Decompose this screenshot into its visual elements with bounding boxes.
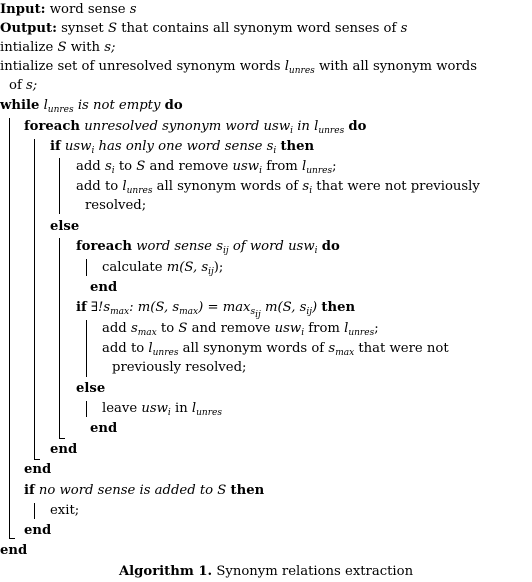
init-2-cont: of xyxy=(9,78,22,93)
algorithm-caption xyxy=(0,562,532,582)
add-3-l: $l_{unres}$ xyxy=(344,321,375,338)
leave-line xyxy=(102,399,222,419)
output-line xyxy=(0,19,407,39)
add-3-c: and remove xyxy=(191,321,271,336)
add-1-usw: usw$_i$ xyxy=(232,159,262,176)
calculate-expr-end: ); xyxy=(213,260,224,275)
if-1-then-keyword: then xyxy=(280,139,315,154)
init-1-end: s; xyxy=(104,40,116,55)
while-block-bar xyxy=(9,118,10,538)
if-1-line xyxy=(50,137,314,157)
if-1-s: $s_i$ xyxy=(266,139,277,156)
foreach-1-in: in xyxy=(297,119,310,134)
add-2-b: all synonym words of xyxy=(156,179,299,194)
add-1-line xyxy=(76,157,337,177)
if-3-text: no word sense is added to S xyxy=(38,483,227,498)
if-1-var: usw$_i$ xyxy=(64,139,95,156)
add-1-b: to xyxy=(118,159,133,174)
else-1-line xyxy=(50,217,79,237)
add-1-s: $s_i$ xyxy=(104,159,115,176)
add-4-c: that were not xyxy=(358,341,449,356)
else-2-keyword: else xyxy=(76,381,106,396)
foreach-1-var: $l_{unres}$ xyxy=(314,119,345,136)
foreach-2-do-keyword: do xyxy=(321,239,340,254)
add-3-s: $s_{max}$ xyxy=(130,321,157,338)
while-do-keyword: do xyxy=(164,98,183,113)
add-3-d: from xyxy=(308,321,340,336)
caption-text: Synonym relations extraction xyxy=(216,564,414,579)
add-4-line xyxy=(102,339,449,359)
while-keyword: while xyxy=(0,98,40,113)
if-2-line xyxy=(76,298,355,318)
foreach-1-end-keyword: end xyxy=(24,462,52,477)
output-text-2: that contains all synonym word senses of xyxy=(121,21,397,36)
foreach-2-end-keyword: end xyxy=(90,280,118,295)
output-var-1: S xyxy=(107,21,117,36)
foreach-2-block-bar xyxy=(86,259,87,276)
caption-label: Algorithm 1. xyxy=(118,564,213,579)
else-2-block-bar xyxy=(86,401,87,417)
add-3-S: S xyxy=(178,321,188,336)
calculate-text: calculate xyxy=(102,260,163,275)
leave-l: $l_{unres}$ xyxy=(191,401,222,418)
add-1-a: add xyxy=(76,159,101,174)
if-3-then-keyword: then xyxy=(230,483,265,498)
add-1-l: $l_{unres}$ xyxy=(302,159,333,176)
add-3-end: ; xyxy=(374,321,379,336)
add-4-b: all synonym words of xyxy=(182,341,325,356)
init-line-2 xyxy=(0,57,477,77)
else-2-line xyxy=(76,379,105,399)
if-2-keyword: if xyxy=(76,300,87,315)
if-3-end-line xyxy=(24,521,51,541)
foreach-2-of: of word xyxy=(232,239,284,254)
if-3-keyword: if xyxy=(24,483,35,498)
init-line-2-cont xyxy=(9,76,37,96)
foreach-1-end-line xyxy=(24,460,51,480)
add-2-s: $s_i$ xyxy=(302,179,313,196)
leave-a: leave xyxy=(102,401,138,416)
if-3-line xyxy=(24,481,264,501)
init-2-var: $l_{unres}$ xyxy=(284,59,315,76)
if-3-block-bar xyxy=(34,503,35,519)
add-3-a: add xyxy=(102,321,127,336)
foreach-1-keyword: foreach xyxy=(24,119,80,134)
init-2-text: intialize set of unresolved synonym words xyxy=(0,59,281,74)
while-line xyxy=(0,96,183,116)
foreach-2-text: word sense xyxy=(136,239,212,254)
while-end-line xyxy=(0,541,27,561)
init-line-1 xyxy=(0,38,115,58)
input-var: s xyxy=(129,2,137,17)
add-2-a: add to xyxy=(76,179,119,194)
if-2-end-keyword: end xyxy=(90,421,118,436)
add-2-cont: resolved; xyxy=(85,198,147,213)
while-cond-var: $l_{unres}$ xyxy=(43,98,74,115)
while-block-foot xyxy=(9,538,15,539)
input-keyword: Input: xyxy=(0,2,46,17)
input-text: word sense xyxy=(49,2,126,17)
foreach-1-block-bar xyxy=(34,139,35,459)
foreach-1-text: unresolved synonym word usw$_i$ xyxy=(84,119,293,136)
if-1-block-bar xyxy=(59,158,60,214)
foreach-2-line xyxy=(76,237,340,257)
foreach-2-keyword: foreach xyxy=(76,239,132,254)
add-4-cont: previously resolved; xyxy=(112,360,247,375)
add-2-l: $l_{unres}$ xyxy=(122,179,153,196)
while-cond-text: is not empty xyxy=(77,98,161,113)
add-1-end: ; xyxy=(332,159,337,174)
add-2-line xyxy=(76,177,480,197)
exit-line xyxy=(50,501,79,521)
foreach-2-end-line xyxy=(90,278,117,298)
leave-b: in xyxy=(175,401,188,416)
else-1-keyword: else xyxy=(50,219,80,234)
foreach-2-s: $s_{ij}$ xyxy=(216,239,229,256)
add-4-a: add to xyxy=(102,341,145,356)
output-text-1: synset xyxy=(61,21,104,36)
if-2-block-bar xyxy=(86,320,87,377)
exit-text: exit; xyxy=(50,503,80,518)
if-1-end-line xyxy=(50,440,77,460)
add-1-S: S xyxy=(136,159,146,174)
while-end-keyword: end xyxy=(0,543,28,558)
init-1-mid: with xyxy=(70,40,101,55)
init-1-var: S xyxy=(57,40,67,55)
foreach-1-do-keyword: do xyxy=(348,119,367,134)
add-4-cont-line xyxy=(112,358,246,378)
init-2-rest: with all synonym words xyxy=(318,59,477,74)
add-3-usw: usw$_i$ xyxy=(274,321,305,338)
add-3-line xyxy=(102,319,379,339)
calculate-line xyxy=(102,258,223,278)
add-1-d: from xyxy=(266,159,298,174)
add-3-b: to xyxy=(160,321,175,336)
output-var-2: s xyxy=(400,21,408,36)
if-2-expr: $\exists!s_{max}$: m(S, $s_{max}) = \max_{s_{ij}} m(S$, $s_{ij}$) xyxy=(90,300,318,320)
else-1-block-foot xyxy=(59,438,65,439)
else-1-block-bar xyxy=(59,238,60,438)
add-1-c: and remove xyxy=(149,159,229,174)
add-4-l: $l_{unres}$ xyxy=(148,341,179,358)
if-3-end-keyword: end xyxy=(24,523,52,538)
if-2-end-line xyxy=(90,419,117,439)
add-4-s: $s_{max}$ xyxy=(328,341,355,358)
if-1-keyword: if xyxy=(50,139,61,154)
foreach-1-line xyxy=(24,117,366,137)
init-1-text: intialize xyxy=(0,40,54,55)
calculate-expr: m(S, $s_{ij}$ xyxy=(166,260,214,277)
leave-usw: usw$_i$ xyxy=(141,401,171,418)
init-2-cont-var: s; xyxy=(26,78,38,93)
output-keyword: Output: xyxy=(0,21,57,36)
if-1-text: has only one word sense xyxy=(98,139,263,154)
add-2-cont-line xyxy=(85,196,146,216)
if-1-end-keyword: end xyxy=(50,442,78,457)
if-2-then-keyword: then xyxy=(321,300,356,315)
foreach-2-usw: usw$_i$ xyxy=(288,239,318,256)
input-line xyxy=(0,0,137,20)
add-2-c: that were not previously xyxy=(316,179,480,194)
